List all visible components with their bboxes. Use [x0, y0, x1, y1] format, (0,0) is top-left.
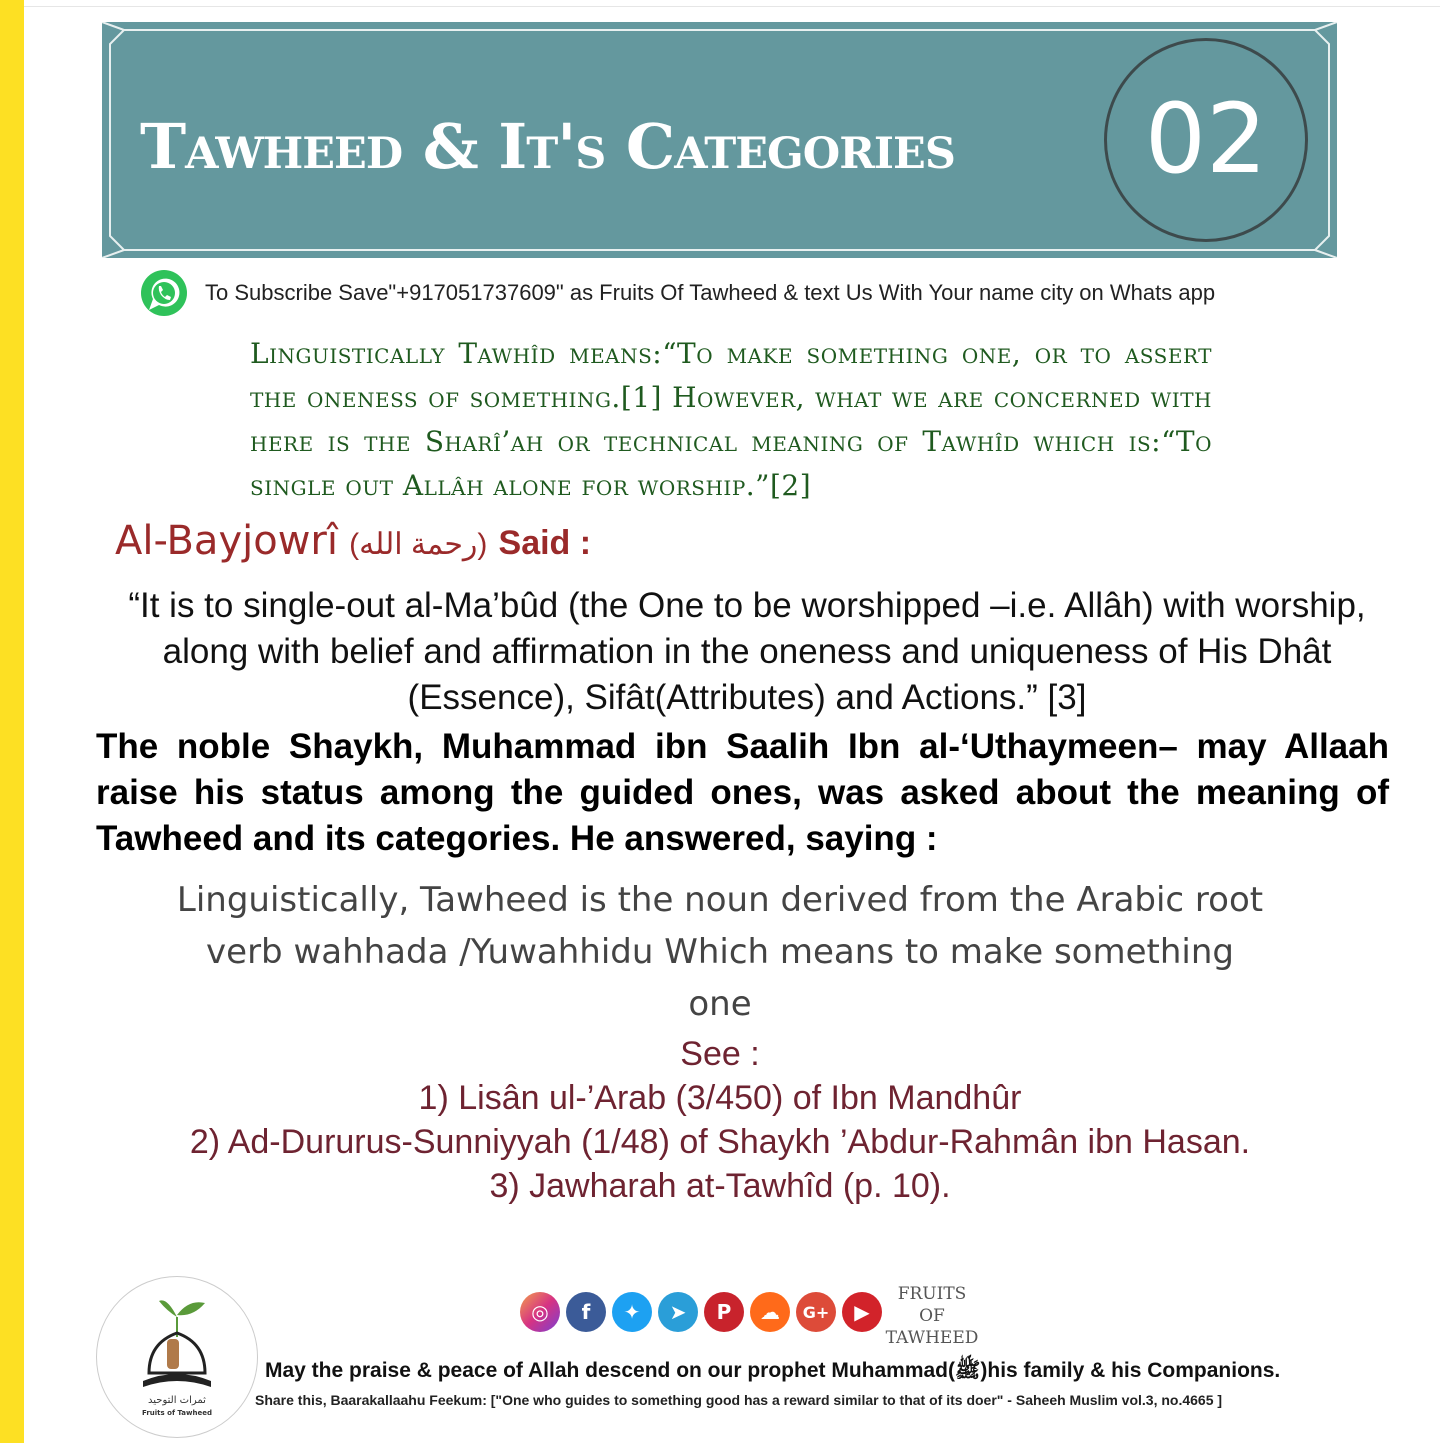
logo	[96, 1276, 258, 1438]
soundcloud-icon[interactable]: ☁	[750, 1292, 790, 1332]
linguistic-paragraph: Linguistically, Tawheed is the noun derived from the Arabic root verb wahhada /Yuwahhidu Which means to make something one	[176, 880, 1264, 1024]
brand-line: FRUITS	[897, 1284, 967, 1304]
logo-text-en: Fruits of Tawheed	[142, 1409, 212, 1417]
reference-item: 1) Lisân ul-’Arab (3/450) of Ibn Mandhûr	[418, 1079, 1022, 1117]
twitter-icon[interactable]: ✦	[612, 1292, 652, 1332]
pinterest-icon[interactable]: P	[704, 1292, 744, 1332]
social-icons	[520, 1292, 882, 1336]
page-title: Tawheed & It's Categories	[140, 110, 955, 183]
scholar-name: Al-Bayjowrî	[115, 518, 338, 564]
shaykh-paragraph: The noble Shaykh, Muhammad ibn Saalih Ibn al-‘Uthaymeen– may Allaah raise his status among the guided ones, was asked about the meaning of Tawheed and its categories. He answered, saying :	[96, 727, 1389, 858]
logo-emblem	[97, 1277, 257, 1437]
footer-share: Share this, Baarakallaahu Feekum: ["One who guides to something good has a reward similar to that of its doer" - Saheeh Muslim vol.3, no.4665 ]	[255, 1392, 1223, 1408]
google-plus-icon[interactable]: G+	[796, 1292, 836, 1332]
references-heading: See :	[680, 1035, 760, 1073]
reference-item: 2) Ad-Dururus-Sunniyyah (1/48) of Shaykh ’Abdur-Rahmân ibn Hasan.	[189, 1123, 1251, 1161]
bayjowri-quote: “It is to single-out al-Ma’bûd (the One to be worshipped –i.e. Allâh) with worship, along with belief and affirmation in the oneness and uniqueness of His Dhât (Essence), Sifât(Attributes) and Actions.” [3]	[128, 586, 1366, 717]
facebook-icon[interactable]: f	[566, 1292, 606, 1332]
brand-line: OF	[919, 1306, 945, 1326]
footer-praise: May the praise & peace of Allah descend on our prophet Muhammad(ﷺ)his family & his Companions.	[265, 1359, 1281, 1382]
reference-item: 3) Jawharah at-Tawhîd (p. 10).	[489, 1167, 951, 1205]
brand-line: TAWHEED	[885, 1328, 979, 1348]
subscribe-text: To Subscribe Save"+917051737609" as Fruits Of Tawheed & text Us With Your name city on Whats app	[205, 280, 1216, 305]
instagram-icon[interactable]: ◎	[520, 1292, 560, 1332]
brand-wordmark	[880, 1283, 984, 1349]
arabic-honorific: (رحمة الله)	[349, 528, 488, 561]
youtube-icon[interactable]: ▶	[842, 1292, 882, 1332]
episode-number: 02	[1104, 38, 1308, 242]
references	[100, 1032, 1340, 1208]
definition-paragraph: Linguistically Tawhîd means:“To make something one, or to assert the oneness of something.[1] However, what we are concerned with here is the Sharî’ah or technical meaning of Tawhîd which is:“To single out Allâh alone for worship.”[2]	[250, 337, 1212, 502]
logo-text-ar: ثمرات التوحيد	[148, 1395, 206, 1406]
divider	[24, 6, 1440, 7]
bayjowri-heading	[115, 518, 591, 564]
telegram-icon[interactable]: ➤	[658, 1292, 698, 1332]
said-label: Said :	[498, 524, 592, 562]
whatsapp-icon[interactable]	[139, 268, 189, 318]
accent-bar	[0, 0, 24, 1443]
